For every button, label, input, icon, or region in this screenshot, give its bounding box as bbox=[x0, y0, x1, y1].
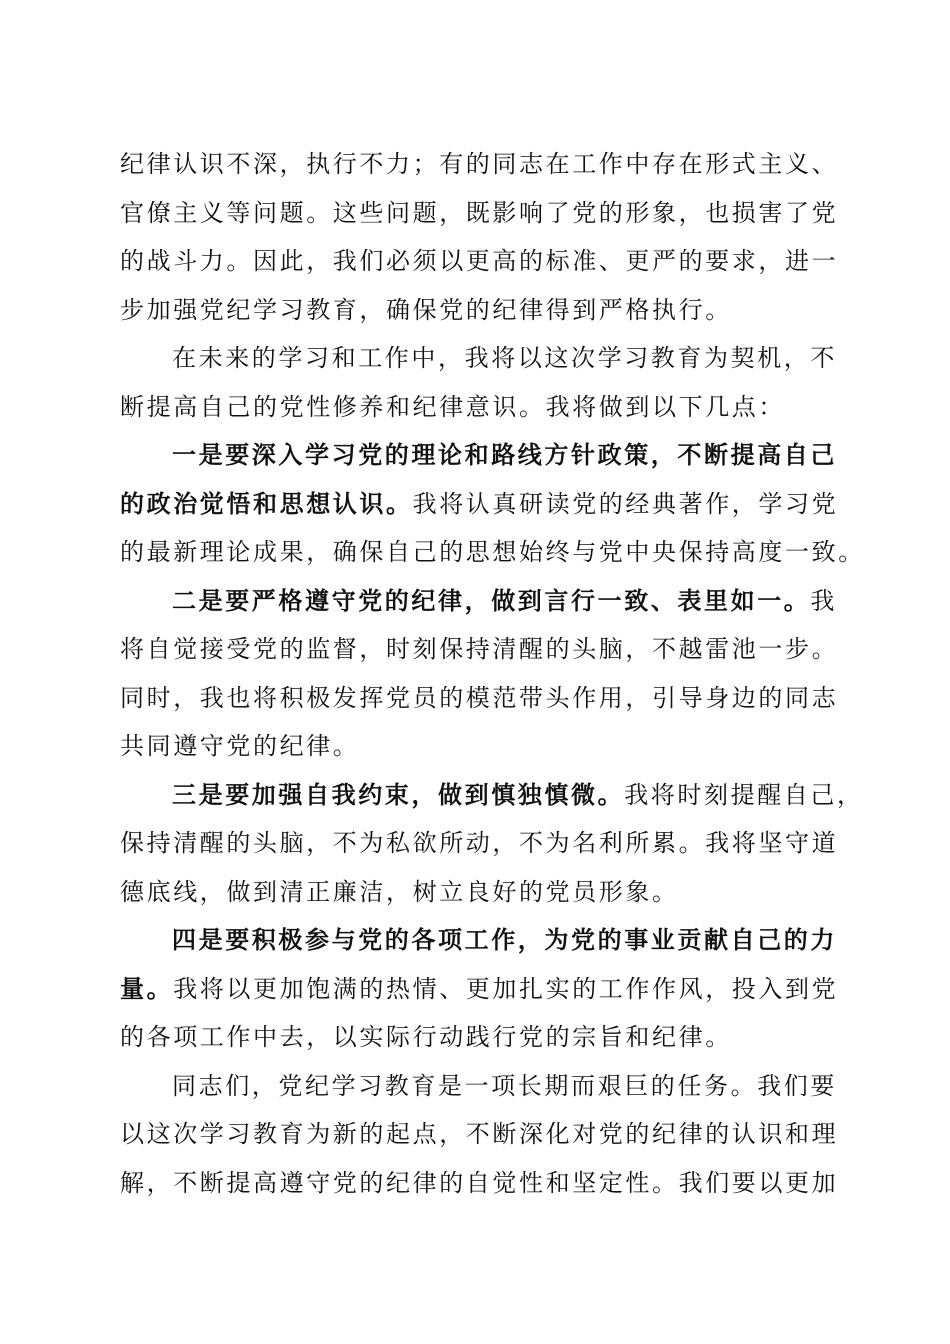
text-line: 保持清醒的头脑，不为私欲所动，不为名利所累。我将坚守道 bbox=[120, 829, 839, 857]
point-heading: 二是要严格遵守党的纪律，做到言行一致、表里如一。 bbox=[172, 585, 811, 615]
text-line: 以这次学习教育为新的起点，不断深化对党的纪律的认识和理 bbox=[120, 1120, 839, 1148]
paragraph-closing bbox=[120, 1062, 839, 1208]
point-body: 我将以更加饱满的热情、更加扎实的工作作风，投入到党 bbox=[173, 974, 839, 1003]
paragraph-point-one bbox=[120, 431, 865, 577]
text-line: 将自觉接受党的监督，时刻保持清醒的头脑，不越雷池一步。 bbox=[120, 635, 839, 663]
point-body: 我将认真研读党的经典著作，学习党 bbox=[412, 489, 839, 518]
text-line: 官僚主义等问题。这些问题，既影响了党的形象，也损害了党 bbox=[120, 198, 839, 227]
point-heading: 四是要积极参与党的各项工作，为党的事业贡献自己的力 bbox=[172, 925, 837, 954]
text-line: 同时，我也将积极发挥党员的模范带头作用，引导身边的同志 bbox=[120, 683, 839, 712]
point-heading: 一是要深入学习党的理论和路线方针政策，不断提高自己 bbox=[172, 440, 837, 469]
text-line: 同志们，党纪学习教育是一项长期而艰巨的任务。我们要 bbox=[172, 1071, 837, 1100]
text-line: 的战斗力。因此，我们必须以更高的标准、更严的要求，进一 bbox=[120, 247, 839, 275]
point-heading-continued: 量。 bbox=[120, 973, 174, 1003]
point-heading: 三是要加强自我约束，做到慎独慎微。 bbox=[172, 779, 625, 809]
paragraph-point-four bbox=[120, 916, 839, 1062]
text-line bbox=[120, 965, 839, 1014]
text-line: 纪律认识不深，执行不力；有的同志在工作中存在形式主义、 bbox=[120, 150, 839, 178]
text-line: 的各项工作中去，以实际行动践行党的宗旨和纪律。 bbox=[120, 1023, 732, 1051]
paragraph-point-two bbox=[120, 577, 839, 771]
text-line: 在未来的学习和工作中，我将以这次学习教育为契机，不 bbox=[172, 344, 837, 372]
paragraph-continuation bbox=[120, 140, 839, 334]
point-body: 我将时刻提醒自己， bbox=[624, 780, 864, 809]
text-line bbox=[120, 480, 839, 529]
text-line: 步加强党纪学习教育，确保党的纪律得到严格执行。 bbox=[120, 295, 732, 324]
text-line: 的最新理论成果，确保自己的思想始终与党中央保持高度一致。 bbox=[120, 538, 865, 566]
paragraph-point-three bbox=[120, 771, 864, 917]
paragraph-intro-points bbox=[120, 334, 837, 431]
point-body: 我 bbox=[810, 586, 838, 615]
document-body bbox=[120, 140, 865, 1207]
point-heading-continued: 的政治觉悟和思想认识。 bbox=[120, 488, 413, 518]
text-line: 解，不断提高遵守党的纪律的自觉性和坚定性。我们要以更加 bbox=[120, 1168, 839, 1197]
text-line: 德底线，做到清正廉洁，树立良好的党员形象。 bbox=[120, 877, 679, 906]
text-line: 断提高自己的党性修养和纪律意识。我将做到以下几点： bbox=[120, 392, 785, 421]
text-line bbox=[120, 577, 838, 626]
text-line bbox=[120, 771, 864, 820]
text-line: 共同遵守党的纪律。 bbox=[120, 732, 360, 760]
